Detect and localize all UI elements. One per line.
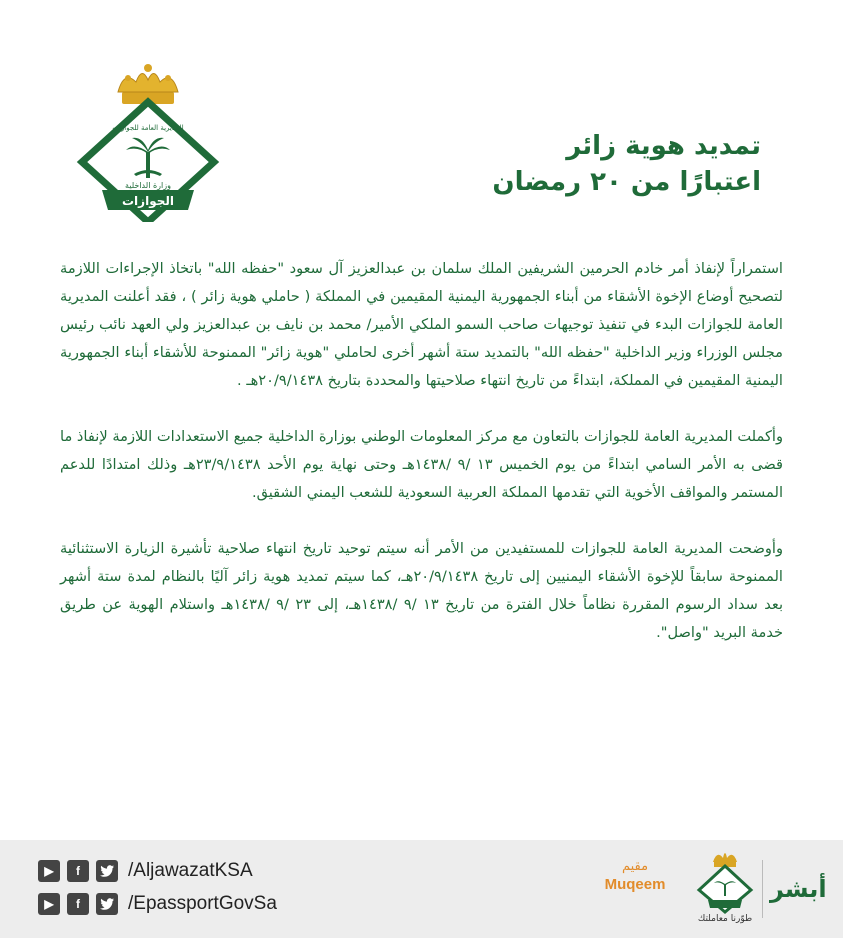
muqeem-english: Muqeem <box>604 876 666 893</box>
muqeem-arabic: مقيم <box>621 859 649 874</box>
footer <box>0 840 843 938</box>
jawazat-logo <box>62 62 234 222</box>
paragraph-1: استمراراً لإنفاذ أمر خادم الحرمين الشريفين الملك سلمان بن عبدالعزيز آل سعود "حفظه الله" باتخاذ الإجراءات اللازمة لتصحيح أوضاع الإخوة الأشقاء من أبناء الجمهورية اليمنية المقيمين في المملكة ( حاملي هوية زائر ) ، فقد أعلنت المديرية العامة للجوازات البدء في تنفيذ توجيهات صاحب السمو الملكي الأمير/ محمد بن نايف بن عبدالعزيز ولي العهد نائب رئيس مجلس الوزراء وزير الداخلية "حفظه الله" بالتمديد ستة أشهر أخرى لحاملي "هوية زائر" الممنوحة للأشقاء أبناء الجمهورية اليمنية المقيمين في المملكة، ابتداءً من تاريخ انتهاء صلاحيتها والمحددة بتاريخ ٢٠/٩/١٤٣٨هـ . <box>60 260 783 389</box>
footer-divider <box>762 860 763 918</box>
title-line-2: اعتبارًا من ٢٠ رمضان <box>492 167 761 197</box>
social-row-aljawazat <box>38 858 253 884</box>
jawazat-small-emblem-icon <box>693 848 757 914</box>
facebook-icon[interactable]: f <box>67 893 89 915</box>
logo-top-text: المديرية العامة للجوازات <box>112 124 184 132</box>
announcement-body <box>60 255 783 675</box>
logo-banner-text: الجوازات <box>122 194 174 208</box>
paragraph-3: وأوضحت المديرية العامة للجوازات للمستفيدين من الأمر أنه سيتم توحيد تاريخ انتهاء صلاحية تأشيرة الزيارة الاستثنائية الممنوحة سابقاً للإخوة الأشقاء اليمنيين إلى تاريخ ٢٠/٩/١٤٣٨هـ، كما سيتم تمديد هوية زائر آليًا بالنظام لمدة ستة أشهر بعد سداد الرسوم المقررة نظاماً خلال الفترة من تاريخ ١٣ /٩ /١٤٣٨هـ، إلى ٢٣ /٩ /١٤٣٨هـ واستلام الهوية عن طريق خدمة البريد "واصل". <box>60 540 784 641</box>
paragraph-2: وأكملت المديرية العامة للجوازات بالتعاون مع مركز المعلومات الوطني بوزارة الداخلية جميع الاستعدادات اللازمة لإنفاذ ما قضى به الأمر السامي ابتداءً من يوم الخميس ١٣ /٩ /١٤٣٨هـ وحتى نهاية يوم الأحد ٢٣/٩/١٤٣٨هـ وذلك امتدادًا للدعم المستمر والمواقف الأخوية التي تقدمها المملكة العربية السعودية للشعب اليمني الشقيق. <box>60 428 783 501</box>
logo-caption: طوّرنا معاملتك <box>697 914 753 924</box>
twitter-icon[interactable] <box>96 860 118 882</box>
facebook-icon[interactable]: f <box>67 860 89 882</box>
social-row-epassport <box>38 891 277 917</box>
logo-ministry-text: وزارة الداخلية <box>125 181 171 190</box>
muqeem-logo <box>592 858 678 894</box>
jawazat-emblem-icon <box>62 62 234 222</box>
social-handle[interactable]: /AljawazatKSA <box>128 860 253 881</box>
social-handle[interactable]: /EpassportGovSa <box>128 893 277 914</box>
page-title <box>401 128 761 200</box>
twitter-icon[interactable] <box>96 893 118 915</box>
absher-logo: أبشر <box>770 875 827 903</box>
youtube-icon[interactable]: ▶ <box>38 860 60 882</box>
title-line-1: تمديد هوية زائر <box>566 131 761 161</box>
youtube-icon[interactable]: ▶ <box>38 893 60 915</box>
